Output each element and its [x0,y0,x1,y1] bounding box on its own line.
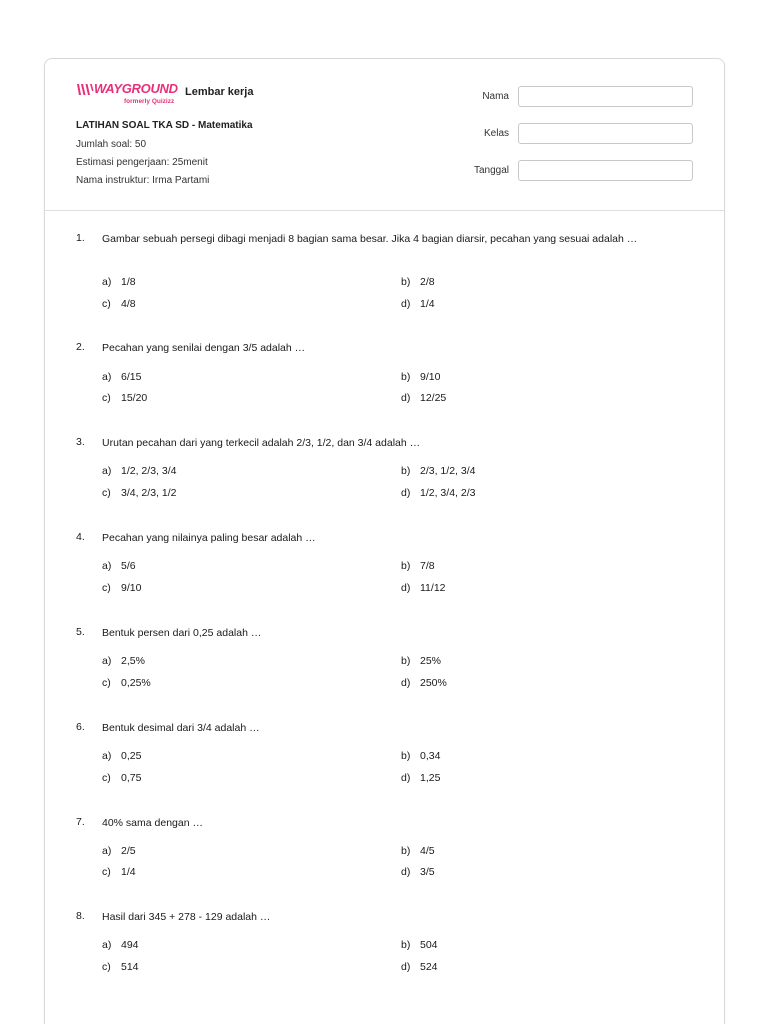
option-letter: b) [401,371,411,383]
name-label: Nama [482,91,509,102]
option-letter: c) [102,298,111,310]
worksheet-title: LATIHAN SOAL TKA SD - Matematika [76,120,253,131]
option-value: 2,5% [121,655,145,667]
option-letter: a) [102,276,112,288]
option-letter: b) [401,939,411,951]
option-letter: d) [401,392,411,404]
option-letter: b) [401,465,411,477]
option-value: 15/20 [121,392,148,404]
option-value: 1/2, 3/4, 2/3 [420,487,476,499]
option-letter: c) [102,392,111,404]
option-letter: a) [102,655,112,667]
option-letter: d) [401,298,411,310]
estimated-time: Estimasi pengerjaan: 25menit [76,157,208,168]
option-letter: a) [102,845,112,857]
option-value: 0,34 [420,750,441,762]
option-letter: c) [102,677,111,689]
question-number: 8. [76,910,85,922]
wayground-mark-icon [76,83,94,96]
option-letter: d) [401,772,411,784]
question-text: Gambar sebuah persegi dibagi menjadi 8 bagian sama besar. Jika 4 bagian diarsir, pecahan yang sesuai adalah … [102,233,638,245]
brand-name: WAYGROUND [94,81,178,96]
option-letter: b) [401,750,411,762]
option-value: 1/8 [121,276,136,288]
question-number: 1. [76,232,85,244]
question-number: 6. [76,721,85,733]
option-letter: d) [401,487,411,499]
option-letter: a) [102,465,112,477]
option-value: 0,75 [121,772,142,784]
option-letter: b) [401,560,411,572]
option-letter: c) [102,487,111,499]
instructor-name: Nama instruktur: Irma Partami [76,175,210,186]
worksheet [44,58,725,1024]
question-text: Bentuk persen dari 0,25 adalah … [102,627,262,639]
option-letter: a) [102,750,112,762]
option-value: 250% [420,677,447,689]
option-letter: a) [102,371,112,383]
date-label: Tanggal [473,165,509,176]
sheet-type-label: Lembar kerja [185,86,254,98]
option-letter: c) [102,772,111,784]
option-value: 9/10 [121,582,142,594]
option-value: 0,25 [121,750,142,762]
option-letter: d) [401,582,411,594]
option-value: 2/5 [121,845,136,857]
question-text: Hasil dari 345 + 278 - 129 adalah … [102,911,271,923]
option-letter: d) [401,866,411,878]
question-number: 4. [76,531,85,543]
question-number: 3. [76,436,85,448]
option-value: 2/3, 1/2, 3/4 [420,465,476,477]
option-value: 524 [420,961,438,973]
option-value: 494 [121,939,139,951]
question-text: Pecahan yang nilainya paling besar adalah … [102,532,316,544]
option-value: 1,25 [420,772,441,784]
worksheet-header [45,59,724,211]
question-text: 40% sama dengan … [102,817,203,829]
option-value: 2/8 [420,276,435,288]
option-value: 12/25 [420,392,447,404]
option-value: 504 [420,939,438,951]
question-count: Jumlah soal: 50 [76,139,147,150]
option-letter: c) [102,582,111,594]
option-letter: a) [102,939,112,951]
option-letter: d) [401,961,411,973]
option-value: 5/6 [121,560,136,572]
option-value: 0,25% [121,677,151,689]
option-value: 7/8 [420,560,435,572]
option-value: 4/8 [121,298,136,310]
class-label: Kelas [483,128,509,139]
option-value: 11/12 [420,582,446,594]
option-value: 3/4, 2/3, 1/2 [121,487,177,499]
question-text: Bentuk desimal dari 3/4 adalah … [102,722,260,734]
question-text: Pecahan yang senilai dengan 3/5 adalah … [102,342,306,354]
option-value: 1/4 [121,866,136,878]
option-value: 1/2, 2/3, 3/4 [121,465,177,477]
name-field[interactable] [518,86,693,107]
question-number: 7. [76,816,85,828]
option-value: 514 [121,961,139,973]
wayground-logo [76,81,180,105]
brand-subtitle: formerly Quizizz [124,98,175,105]
date-field[interactable] [518,160,693,181]
option-letter: b) [401,655,411,667]
option-value: 3/5 [420,866,435,878]
option-letter: b) [401,845,411,857]
question-number: 5. [76,626,85,638]
option-letter: c) [102,961,111,973]
option-letter: b) [401,276,411,288]
question-number: 2. [76,341,85,353]
option-letter: c) [102,866,111,878]
option-value: 6/15 [121,371,142,383]
option-letter: a) [102,560,112,572]
option-letter: d) [401,677,411,689]
question-text: Urutan pecahan dari yang terkecil adalah 2/3, 1/2, dan 3/4 adalah … [102,437,421,449]
option-value: 4/5 [420,845,435,857]
option-value: 9/10 [420,371,441,383]
option-value: 1/4 [420,298,435,310]
option-value: 25% [420,655,442,667]
class-field[interactable] [518,123,693,144]
